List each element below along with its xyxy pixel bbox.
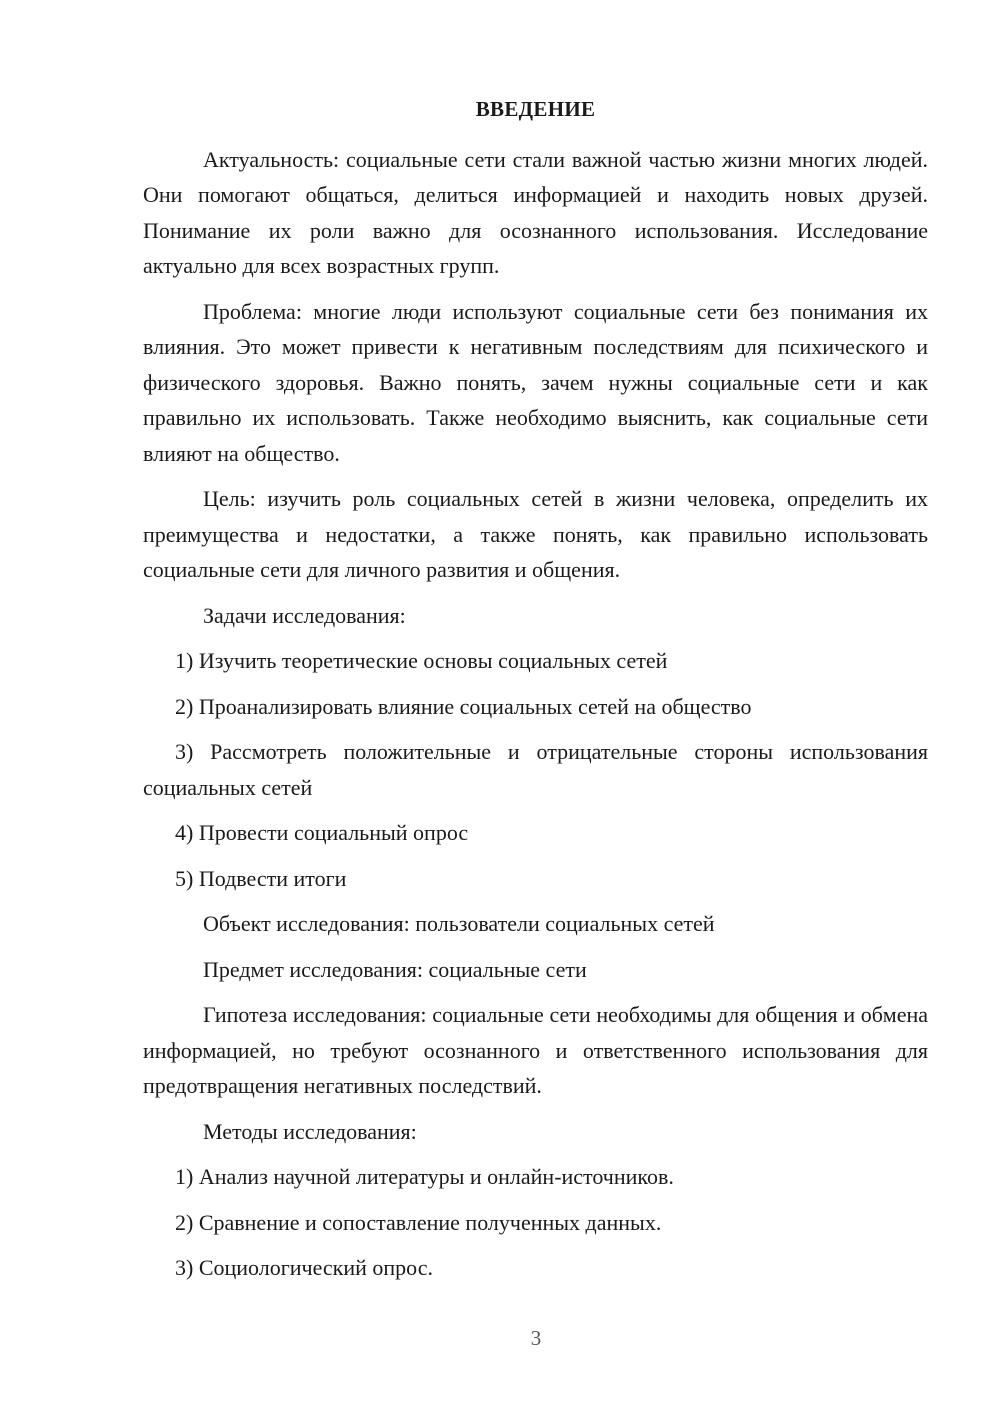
method-item-3: 3) Социологический опрос. <box>175 1255 433 1280</box>
method-item-2: 2) Сравнение и сопоставление полученных данных. <box>175 1209 662 1235</box>
problem-paragraph: Проблема: многие люди используют социальные сети без понимания их влияния. Это может привести к негативным последствиям для психического и физического здоровья. Важно понять, зачем нужны социальные сети и как правильно их использовать. Также необходимо выяснить, как социальные сети влияют на общество. <box>143 298 928 466</box>
task-item-2: 2) Проанализировать влияние социальных сетей на общество <box>175 693 752 719</box>
methods-heading: Методы исследования: <box>203 1118 417 1144</box>
goal-paragraph: Цель: изучить роль социальных сетей в жизни человека, определить их преимущества и недостатки, а также понять, как правильно использовать социальные сети для личного развития и общения. <box>143 486 928 582</box>
task-item-3: 3) Рассмотреть положительные и отрицательные стороны использования социальных сетей <box>143 739 928 800</box>
object-line: Объект исследования: пользователи социальных сетей <box>203 911 715 936</box>
hypothesis-paragraph: Гипотеза исследования: социальные сети необходимы для общения и обмена информацией, но требуют осознанного и ответственного использования для предотвращения негативных последствий. <box>143 1002 928 1098</box>
relevance-paragraph: Актуальность: социальные сети стали важной частью жизни многих людей. Они помогают общаться, делиться информацией и находить новых друзей. Понимание их роли важно для осознанного использования. Исследование актуально для всех возрастных групп. <box>143 146 928 278</box>
tasks-heading: Задачи исследования: <box>203 602 406 628</box>
task-item-5: 5) Подвести итоги <box>175 865 347 891</box>
subject-line: Предмет исследования: социальные сети <box>203 956 587 982</box>
task-item-1: 1) Изучить теоретические основы социальных сетей <box>175 648 668 673</box>
page-number: 3 <box>530 1326 542 1350</box>
task-item-4: 4) Провести социальный опрос <box>175 820 469 845</box>
page-content <box>143 92 928 1296</box>
method-item-1: 1) Анализ научной литературы и онлайн-источников. <box>175 1164 674 1189</box>
section-title: ВВЕДЕНИЕ <box>475 97 596 121</box>
